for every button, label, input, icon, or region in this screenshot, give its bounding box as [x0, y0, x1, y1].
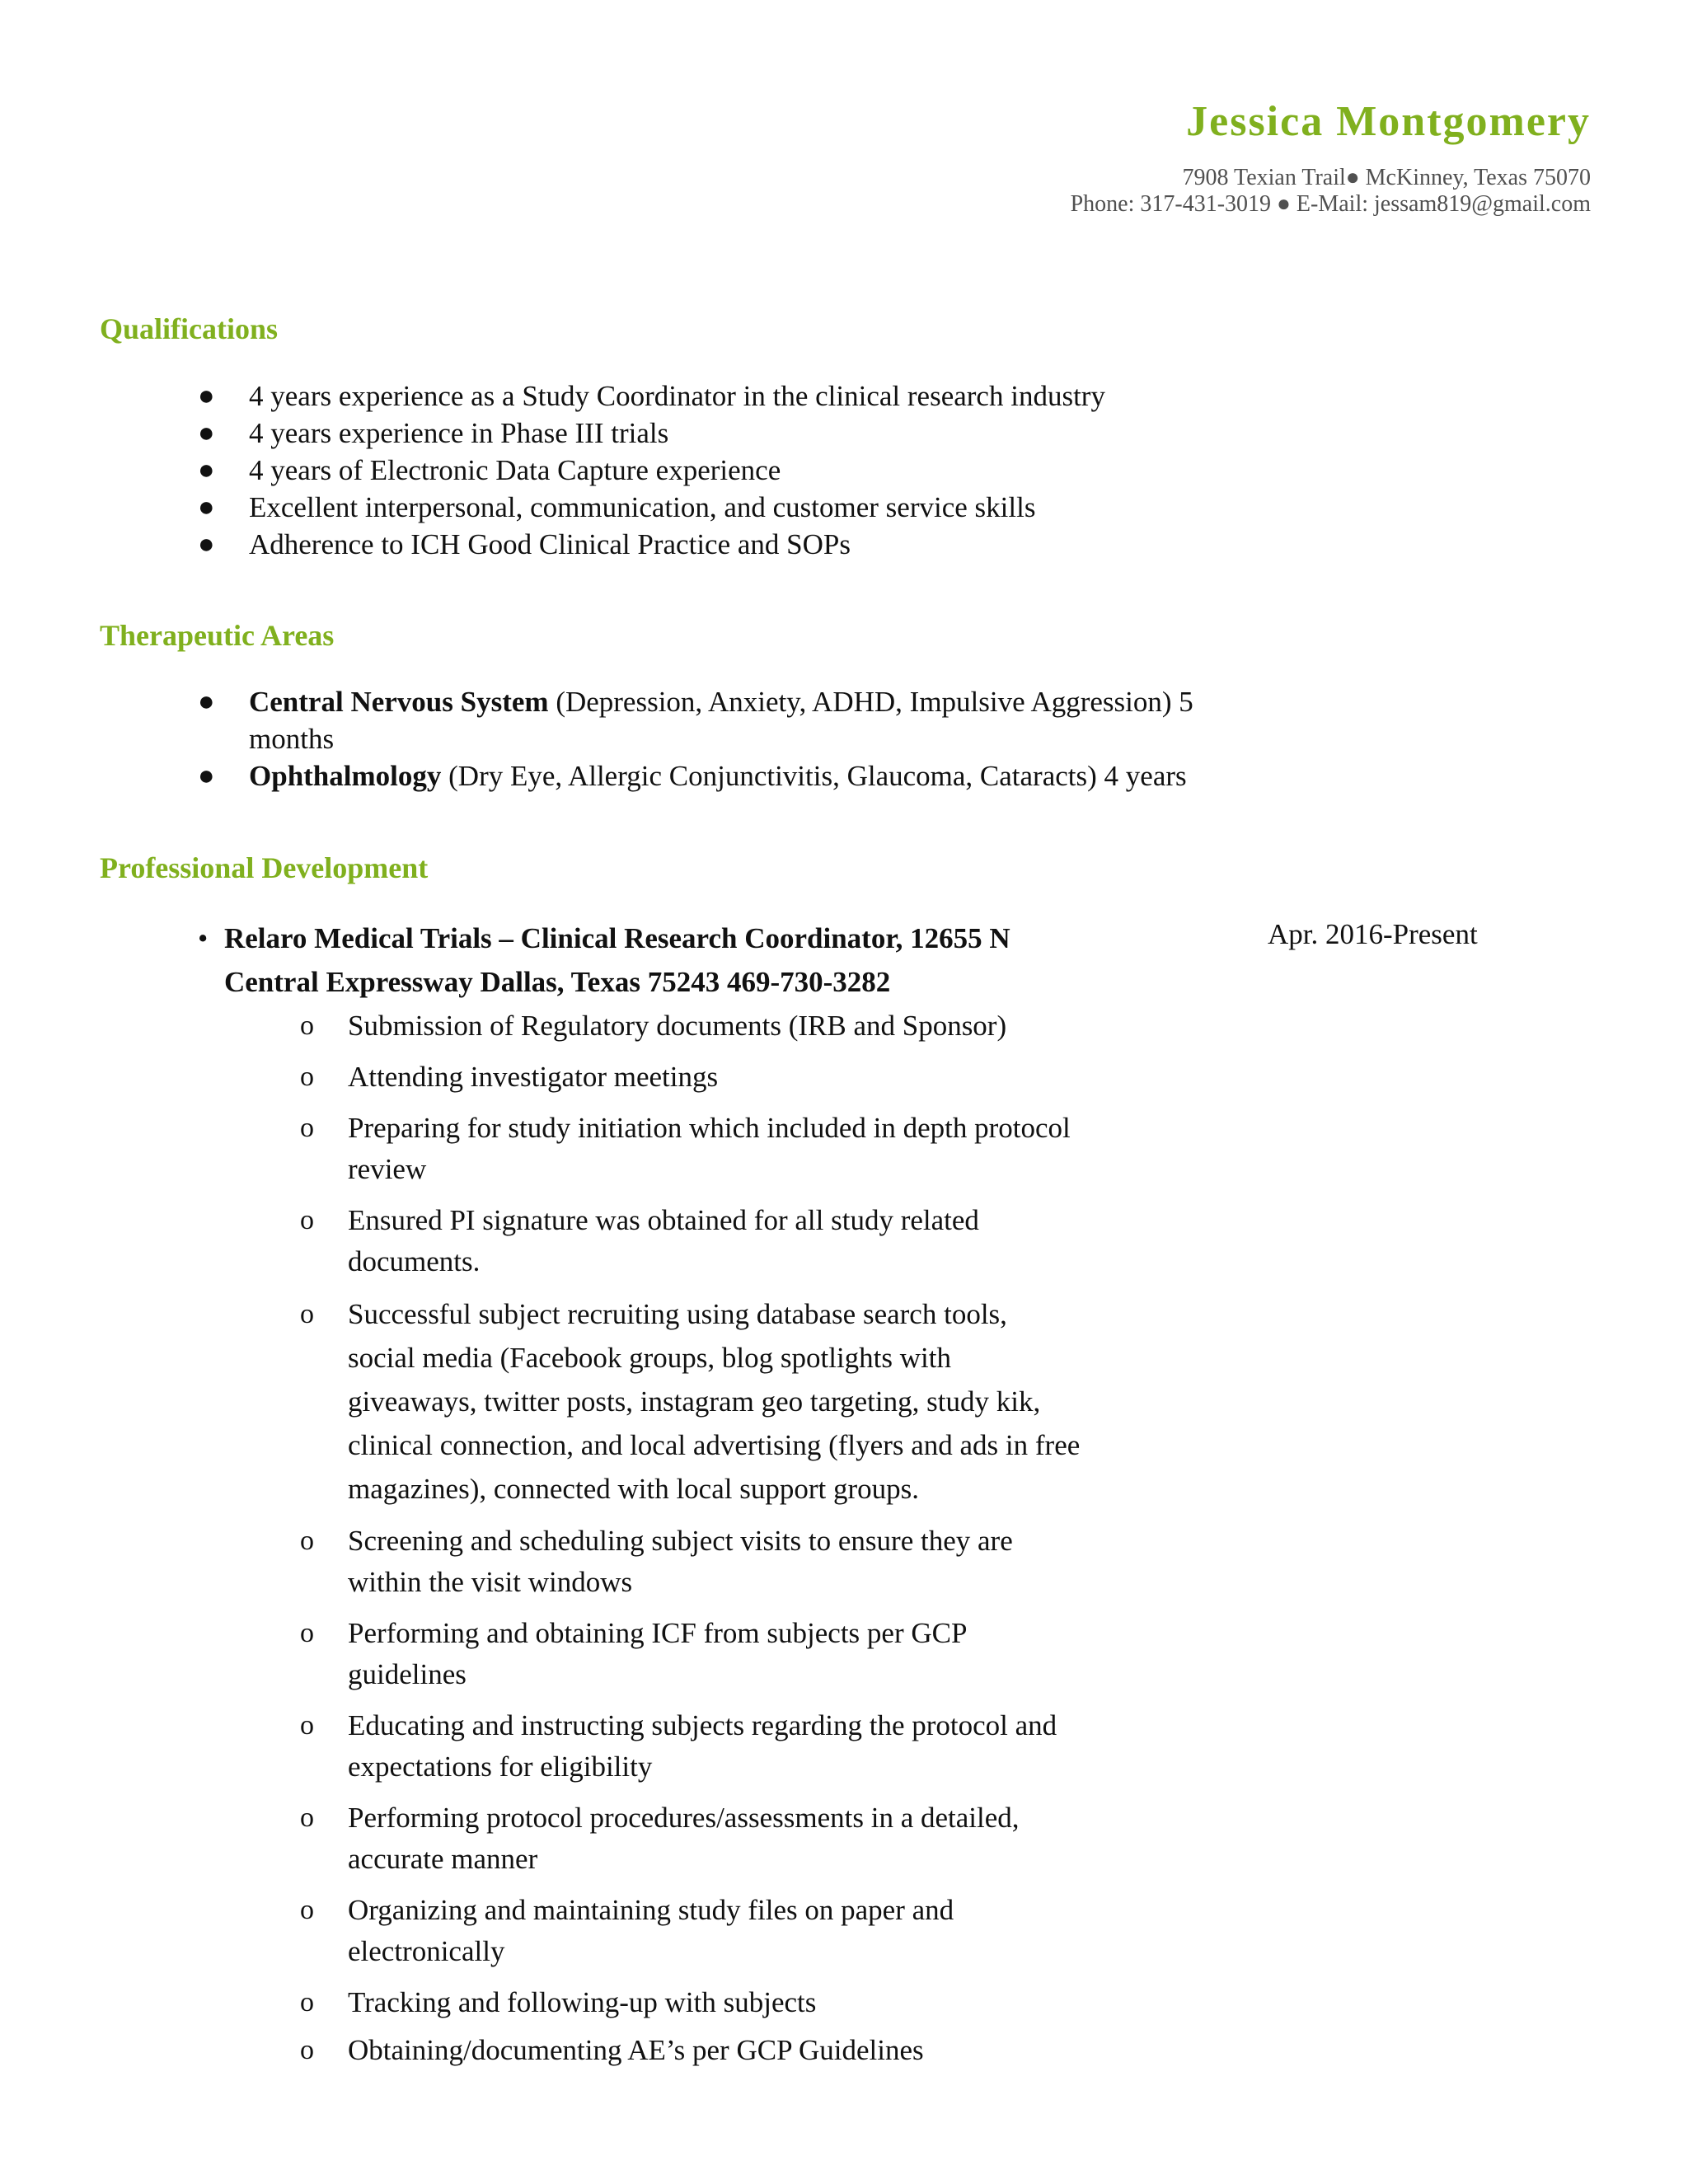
bullet-icon: ●	[198, 492, 215, 523]
address-line: 7908 Texian Trail● McKinney, Texas 75070	[1182, 165, 1591, 190]
circle-bullet-icon: o	[300, 1062, 314, 1092]
circle-bullet-icon: o	[300, 1010, 314, 1041]
circle-bullet-icon: o	[300, 2035, 314, 2065]
circle-bullet-icon: o	[300, 1618, 314, 1648]
list-item: ● 4 years experience as a Study Coordinator in the clinical research industry	[0, 377, 1271, 415]
list-item: o Performing and obtaining ICF from subjects per GCP guidelines	[0, 1613, 1081, 1695]
list-item: o Attending investigator meetings	[0, 1057, 1081, 1098]
circle-bullet-icon: o	[300, 1987, 314, 2018]
contact-block	[602, 165, 1591, 218]
bullet-icon: •	[198, 922, 209, 954]
bullet-icon: ●	[198, 381, 215, 411]
therapeutic-areas-heading: Therapeutic Areas	[100, 619, 335, 652]
list-item: ● Adherence to ICH Good Clinical Practice and SOPs	[0, 526, 1271, 563]
list-item: o Educating and instructing subjects regarding the protocol and expectations for eligibility	[0, 1705, 1081, 1788]
job-tasks-list	[0, 1005, 1081, 2071]
candidate-name: Jessica Montgomery	[1186, 98, 1591, 145]
job-title: • Relaro Medical Trials – Clinical Research Coordinator, 12655 N Central Expressway Dallas, Texas 75243 469-730-3282	[224, 916, 1098, 1004]
bullet-icon: ●	[198, 761, 215, 791]
list-item: o Tracking and following-up with subjects	[0, 1982, 1081, 2023]
therapeutic-areas-list	[0, 683, 1271, 794]
job-dates: Apr. 2016-Present	[1268, 918, 1478, 950]
qualifications-heading: Qualifications	[100, 312, 279, 345]
circle-bullet-icon: o	[300, 1802, 314, 1833]
circle-bullet-icon: o	[300, 1526, 314, 1556]
bullet-icon: ●	[198, 529, 215, 560]
circle-bullet-icon: o	[300, 1895, 314, 1925]
list-item: ● 4 years of Electronic Data Capture experience	[0, 452, 1271, 489]
qualifications-list	[0, 377, 1271, 563]
professional-development-heading: Professional Development	[100, 851, 429, 884]
bullet-icon: ●	[198, 455, 215, 485]
contact-line: Phone: 317-431-3019 ● E-Mail: jessam819@gmail.com	[1070, 191, 1591, 217]
list-item: o Ensured PI signature was obtained for all study related documents.	[0, 1200, 1081, 1282]
list-item: ● Ophthalmology (Dry Eye, Allergic Conjunctivitis, Glaucoma, Cataracts) 4 years	[0, 757, 1271, 794]
list-item: o Organizing and maintaining study files on paper and electronically	[0, 1890, 1081, 1972]
list-item: o Performing protocol procedures/assessments in a detailed, accurate manner	[0, 1797, 1081, 1880]
circle-bullet-icon: o	[300, 1205, 314, 1235]
list-item: o Preparing for study initiation which included in depth protocol review	[0, 1108, 1081, 1190]
bullet-icon: ●	[198, 418, 215, 448]
circle-bullet-icon: o	[300, 1299, 314, 1329]
list-item: ● Excellent interpersonal, communication, and customer service skills	[0, 489, 1271, 526]
circle-bullet-icon: o	[300, 1710, 314, 1741]
list-item: o Successful subject recruiting using database search tools, social media (Facebook groups, blog spotlights with giveaways, twitter posts, instagram geo targeting, study kik, clinical connection, and local advertising (flyers and ads in free magazines), connected with local support groups.	[0, 1292, 1081, 1511]
circle-bullet-icon: o	[300, 1113, 314, 1143]
bullet-icon: ●	[198, 687, 215, 717]
list-item: ● 4 years experience in Phase III trials	[0, 415, 1271, 452]
list-item: ● Central Nervous System (Depression, Anxiety, ADHD, Impulsive Aggression) 5 months	[0, 683, 1254, 757]
list-item: o Obtaining/documenting AE’s per GCP Guidelines	[0, 2030, 1081, 2071]
list-item: o Screening and scheduling subject visits to ensure they are within the visit windows	[0, 1521, 1081, 1603]
list-item: o Submission of Regulatory documents (IRB and Sponsor)	[0, 1005, 1081, 1047]
